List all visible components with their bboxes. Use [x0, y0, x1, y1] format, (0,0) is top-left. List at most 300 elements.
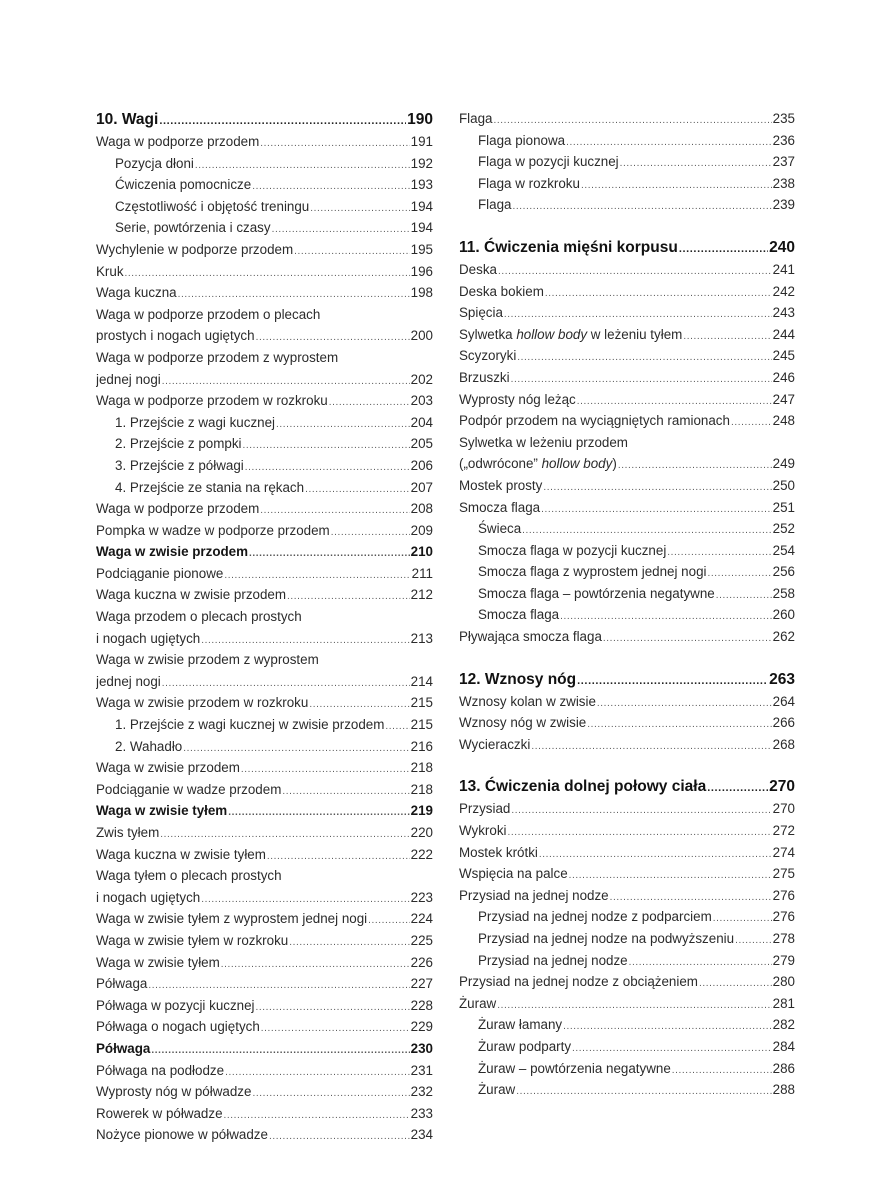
dot-leader [699, 973, 772, 993]
dot-leader [261, 1018, 410, 1038]
toc-entry[interactable] [459, 410, 795, 432]
toc-entry-title: Smocza flaga [459, 499, 541, 515]
toc-entry-wrapped-line[interactable] [96, 865, 433, 887]
toc-subentry[interactable] [96, 412, 433, 434]
toc-entry-title: 11. Ćwiczenia mięśni korpusu [459, 238, 678, 256]
toc-subentry[interactable] [459, 561, 795, 583]
dot-leader [162, 673, 410, 693]
toc-page-number: 288 [772, 1082, 795, 1098]
toc-entry[interactable] [459, 497, 795, 519]
toc-page-number: 202 [410, 371, 433, 387]
dot-leader [224, 565, 410, 585]
toc-subentry[interactable] [459, 906, 795, 928]
toc-page-number: 215 [410, 717, 433, 733]
toc-entry[interactable] [96, 1103, 433, 1125]
dot-leader [309, 694, 409, 714]
toc-page-number: 245 [772, 348, 795, 364]
toc-page-number: 250 [772, 477, 795, 493]
toc-entry-title: Zwis tyłem [96, 825, 160, 840]
toc-entry[interactable] [459, 712, 795, 734]
dot-leader [494, 110, 772, 130]
toc-chapter-heading[interactable] [459, 668, 795, 691]
toc-entry-title: Półwaga o nogach ugiętych [96, 1019, 260, 1035]
toc-page-number: 192 [410, 155, 433, 171]
dot-leader [256, 997, 410, 1017]
toc-entry-title: 12. Wznosy nóg [459, 670, 577, 688]
toc-page-number: 270 [769, 778, 795, 796]
toc-entry[interactable] [96, 563, 433, 585]
toc-entry[interactable] [459, 820, 795, 842]
toc-entry[interactable] [459, 108, 795, 130]
dot-leader [183, 738, 409, 758]
dot-leader [260, 500, 409, 520]
toc-entry[interactable] [96, 671, 433, 693]
toc-entry[interactable] [459, 324, 795, 346]
dot-leader [545, 283, 772, 303]
dot-leader [272, 219, 410, 239]
toc-entry-title: Ćwiczenia pomocnicze [115, 177, 252, 193]
toc-page-number: 218 [410, 781, 433, 797]
toc-page-number: 251 [772, 499, 795, 515]
toc-entry-title: Wspięcia na palce [459, 866, 568, 882]
toc-page-number: 214 [410, 673, 433, 689]
toc-subentry[interactable] [96, 455, 433, 477]
toc-subentry[interactable] [459, 1036, 795, 1058]
toc-entry-title: prostych i nogach ugiętych [96, 328, 255, 344]
toc-entry[interactable] [459, 842, 795, 864]
toc-entry-title: Rowerek w półwadze [96, 1105, 223, 1121]
toc-page-number: 213 [410, 630, 433, 646]
toc-entry-wrapped-line[interactable] [96, 649, 433, 671]
toc-subentry[interactable] [459, 173, 795, 195]
toc-subentry[interactable] [96, 217, 433, 239]
toc-entry-title: Spięcia [459, 305, 503, 321]
toc-entry-title: Wykroki [459, 823, 507, 839]
dot-leader [125, 263, 410, 283]
toc-page-number: 276 [772, 887, 795, 903]
toc-subentry[interactable] [459, 950, 795, 972]
toc-entry-title: jednej nogi [96, 673, 161, 689]
toc-entry-title: („odwrócone” hollow body) [459, 456, 617, 472]
toc-entry[interactable] [459, 453, 795, 475]
toc-page-number: 274 [772, 844, 795, 860]
toc-entry-title: Podciąganie pionowe [96, 565, 224, 581]
toc-page-number: 242 [772, 283, 795, 299]
toc-page-number: 227 [410, 976, 433, 992]
toc-entry-title: Pompka w wadze w podporze przodem [96, 522, 330, 538]
toc-subentry[interactable] [96, 433, 433, 455]
toc-section-entry[interactable] [96, 800, 433, 822]
toc-page-number: 209 [410, 522, 433, 538]
toc-entry[interactable] [96, 973, 433, 995]
toc-entry-title: Mostek prosty [459, 477, 543, 493]
dot-leader [620, 153, 772, 173]
toc-entry[interactable] [96, 1060, 433, 1082]
toc-entry[interactable] [96, 779, 433, 801]
dot-leader [267, 846, 410, 866]
dot-leader [243, 435, 410, 455]
toc-entry[interactable] [96, 261, 433, 283]
toc-entry-title: Smocza flaga – powtórzenia negatywne [478, 585, 715, 601]
dot-leader [305, 479, 410, 499]
toc-entry-title: Flaga w pozycji kucznej [478, 154, 619, 170]
dot-leader [224, 1105, 410, 1125]
toc-page-number: 241 [772, 261, 795, 277]
toc-entry-title: Półwaga [96, 976, 148, 992]
toc-page-number: 284 [772, 1038, 795, 1054]
toc-section-entry[interactable] [96, 1038, 433, 1060]
toc-entry-title: Podciąganie w wadze przodem [96, 781, 282, 797]
toc-entry-title: Przysiad na jednej nodze [478, 952, 628, 968]
toc-entry-title: Waga w zwisie przodem [96, 544, 249, 560]
toc-entry-title: Waga tyłem o plecach prostych [96, 868, 282, 884]
toc-entry-title: Flaga pionowa [478, 132, 566, 148]
dot-leader [178, 284, 410, 304]
dot-leader [629, 952, 772, 972]
toc-entry[interactable] [96, 692, 433, 714]
toc-subentry[interactable] [96, 477, 433, 499]
toc-page-number: 215 [410, 695, 433, 711]
toc-page-number: 276 [772, 909, 795, 925]
toc-entry-title: Flaga [478, 197, 512, 213]
toc-entry[interactable] [96, 369, 433, 391]
toc-entry-title: Żuraw – powtórzenia negatywne [478, 1060, 671, 1076]
toc-page-number: 191 [410, 134, 433, 149]
toc-entry-title: Waga kuczna [96, 285, 177, 301]
toc-page-number: 279 [772, 952, 795, 968]
toc-page-number: 282 [772, 1017, 795, 1033]
toc-page-number: 231 [410, 1062, 433, 1078]
toc-entry[interactable] [459, 475, 795, 497]
dot-leader [385, 716, 409, 736]
toc-entry-title: Waga w podporze przodem [96, 134, 260, 149]
toc-page-number: 266 [772, 715, 795, 731]
toc-entry-title: Podpór przodem na wyciągniętych ramionach [459, 413, 730, 429]
toc-entry-title: Wznosy kolan w zwisie [459, 693, 596, 709]
toc-entry[interactable] [459, 345, 795, 367]
toc-entry-title: Żuraw [478, 1082, 516, 1098]
dot-leader [517, 347, 771, 367]
toc-entry[interactable] [459, 734, 795, 756]
toc-entry[interactable] [96, 520, 433, 542]
toc-page-number: 236 [772, 132, 795, 148]
toc-entry-title: Waga w zwisie tyłem w rozkroku [96, 932, 289, 948]
toc-entry-title: Deska [459, 261, 497, 277]
toc-entry[interactable] [96, 930, 433, 952]
toc-page-number: 270 [772, 801, 795, 817]
toc-entry-title: 10. Wagi [96, 111, 159, 128]
dot-leader [531, 736, 771, 756]
toc-entry[interactable] [96, 325, 433, 347]
toc-entry-title: i nogach ugiętych [96, 630, 201, 646]
toc-entry-title: Wyprosty nóg w półwadze [96, 1084, 252, 1100]
toc-entry-title: Flaga w rozkroku [478, 175, 580, 191]
toc-entry[interactable] [96, 822, 433, 844]
toc-chapter-heading[interactable] [96, 108, 433, 131]
toc-entry-title: Żuraw łamany [478, 1017, 563, 1033]
toc-entry[interactable] [96, 239, 433, 261]
toc-page-number: 235 [772, 111, 795, 126]
dot-leader [228, 802, 409, 822]
toc-subentry[interactable] [459, 1058, 795, 1080]
toc-entry[interactable] [459, 863, 795, 885]
toc-subentry[interactable] [96, 736, 433, 758]
toc-subentry[interactable] [459, 1079, 795, 1101]
dot-leader [241, 759, 410, 779]
toc-entry-title: Waga w zwisie przodem w rozkroku [96, 695, 309, 711]
dot-leader [504, 304, 772, 324]
section-gap [459, 755, 795, 775]
toc-chapter-heading[interactable] [459, 775, 795, 798]
dot-leader [159, 110, 406, 131]
dot-leader [566, 132, 772, 152]
toc-subentry[interactable] [459, 151, 795, 173]
toc-entry-title: Sylwetka hollow body w leżeniu tyłem [459, 326, 683, 342]
toc-subentry[interactable] [459, 194, 795, 216]
toc-page-number: 225 [410, 932, 433, 948]
toc-page-number: 239 [772, 197, 795, 213]
toc-entry-title: Waga w podporze przodem [96, 501, 260, 517]
dot-leader [276, 414, 410, 434]
toc-entry[interactable] [459, 389, 795, 411]
toc-page-number: 243 [772, 305, 795, 321]
toc-page-number: 206 [410, 457, 433, 473]
toc-entry[interactable] [459, 302, 795, 324]
toc-entry-wrapped-line[interactable] [96, 304, 433, 326]
toc-entry-wrapped-line[interactable] [96, 606, 433, 628]
toc-entry-title: Przysiad na jednej nodze [459, 887, 609, 903]
toc-page-number: 262 [772, 629, 795, 645]
toc-entry-title: Żuraw [459, 995, 497, 1011]
dot-leader [282, 781, 409, 801]
toc-page-number: 218 [410, 760, 433, 776]
toc-left-column [96, 108, 433, 1146]
toc-page-number: 281 [772, 995, 795, 1011]
toc-page-number: 256 [772, 564, 795, 580]
toc-entry-wrapped-line[interactable] [96, 347, 433, 369]
toc-entry[interactable] [96, 1016, 433, 1038]
toc-entry[interactable] [96, 390, 433, 412]
toc-page-number: 233 [410, 1105, 433, 1121]
toc-entry[interactable] [96, 584, 433, 606]
toc-entry-title: Waga kuczna w zwisie przodem [96, 587, 287, 603]
toc-page-number: 224 [410, 911, 433, 927]
toc-entry-title: Waga w podporze przodem z wyprostem [96, 349, 339, 365]
toc-page-number: 216 [410, 738, 433, 754]
toc-page-number: 230 [410, 1040, 433, 1056]
toc-entry-title: Wycieraczki [459, 736, 531, 752]
toc-entry[interactable] [459, 885, 795, 907]
toc-page-number: 254 [772, 542, 795, 558]
dot-leader [672, 1060, 772, 1080]
toc-entry-title: Pływająca smocza flaga [459, 629, 602, 645]
dot-leader [160, 824, 409, 844]
toc-page-number: 272 [772, 823, 795, 839]
toc-page-number: 247 [772, 391, 795, 407]
dot-leader [707, 777, 768, 798]
toc-subentry[interactable] [96, 196, 433, 218]
toc-entry-title: Smocza flaga z wyprostem jednej nogi [478, 564, 707, 580]
toc-entry-title: 2. Wahadło [115, 738, 183, 754]
toc-entry-title: Przysiad na jednej nodze z podparciem [478, 909, 712, 925]
dot-leader [201, 889, 409, 909]
toc-page-number: 205 [410, 436, 433, 452]
toc-page-number: 244 [772, 326, 795, 342]
toc-entry-title: Deska bokiem [459, 283, 544, 299]
toc-page-number: 228 [410, 997, 433, 1013]
dot-leader [162, 371, 410, 391]
toc-page-number: 194 [410, 198, 433, 214]
section-gap [459, 648, 795, 668]
toc-entry-title: Pozycja dłoni [115, 155, 194, 171]
toc-entry-title: Waga w podporze przodem o plecach [96, 306, 321, 322]
dot-leader [513, 196, 772, 216]
dot-leader [151, 1040, 409, 1060]
dot-leader [713, 908, 772, 928]
dot-leader [497, 995, 771, 1015]
toc-subentry[interactable] [459, 518, 795, 540]
dot-leader [708, 563, 772, 583]
dot-leader [331, 522, 410, 542]
dot-leader [679, 238, 768, 259]
toc-page-number: 204 [410, 414, 433, 430]
toc-entry[interactable] [459, 281, 795, 303]
toc-subentry[interactable] [96, 153, 433, 175]
toc-entry-title: Żuraw podparty [478, 1038, 572, 1054]
toc-page-number: 211 [411, 565, 433, 581]
toc-entry-title: i nogach ugiętych [96, 889, 201, 905]
toc-subentry[interactable] [459, 130, 795, 152]
toc-entry[interactable] [459, 798, 795, 820]
toc-entry[interactable] [96, 887, 433, 909]
toc-chapter-heading[interactable] [459, 236, 795, 259]
toc-page-number: 198 [410, 285, 433, 301]
toc-right-column [459, 108, 795, 1101]
toc-subentry[interactable] [96, 714, 433, 736]
toc-entry-title: Mostek krótki [459, 844, 538, 860]
toc-entry[interactable] [459, 691, 795, 713]
dot-leader [252, 1083, 409, 1103]
toc-entry-title: 3. Przejście z półwagi [115, 457, 244, 473]
dot-leader [597, 693, 772, 713]
dot-leader [221, 954, 410, 974]
toc-entry[interactable] [96, 131, 433, 153]
toc-page-number: 193 [410, 177, 433, 193]
dot-leader [148, 975, 409, 995]
dot-leader [310, 198, 409, 218]
toc-page-number: 248 [772, 413, 795, 429]
toc-page-number: 258 [772, 585, 795, 601]
toc-entry-title: Kruk [96, 263, 124, 279]
toc-entry[interactable] [96, 908, 433, 930]
toc-entry-title: 13. Ćwiczenia dolnej połowy ciała [459, 778, 707, 796]
toc-subentry[interactable] [459, 604, 795, 626]
toc-entry[interactable] [96, 498, 433, 520]
toc-page-number: 195 [410, 241, 433, 257]
toc-entry-wrapped-line[interactable] [459, 432, 795, 454]
toc-entry[interactable] [96, 995, 433, 1017]
toc-page-number: 212 [410, 587, 433, 603]
toc-entry-title: Półwaga [96, 1040, 151, 1056]
toc-page-number: 275 [772, 866, 795, 882]
toc-page-number: 210 [410, 544, 433, 560]
toc-page-number: 190 [407, 111, 433, 128]
toc-entry-title: jednej nogi [96, 371, 161, 387]
toc-page-number: 240 [769, 238, 795, 256]
toc-entry-title: Wychylenie w podporze przodem [96, 241, 294, 257]
toc-page-number: 208 [410, 501, 433, 517]
toc-entry-title: 4. Przejście ze stania na rękach [115, 479, 305, 495]
toc-entry-title: Przysiad [459, 801, 511, 817]
toc-page-number: 196 [410, 263, 433, 279]
toc-entry[interactable] [459, 259, 795, 281]
toc-entry-title: Waga przodem o plecach prostych [96, 609, 302, 625]
dot-leader [541, 499, 772, 519]
toc-subentry[interactable] [459, 1014, 795, 1036]
dot-leader [252, 176, 409, 196]
toc-entry[interactable] [96, 628, 433, 650]
toc-subentry[interactable] [96, 174, 433, 196]
toc-entry[interactable] [459, 971, 795, 993]
dot-leader [522, 520, 771, 540]
toc-entry-title: Flaga [459, 111, 493, 126]
dot-leader [731, 412, 772, 432]
toc-subentry[interactable] [459, 928, 795, 950]
dot-leader [287, 586, 410, 606]
dot-leader [539, 844, 772, 864]
toc-entry[interactable] [96, 1124, 433, 1146]
dot-leader [569, 865, 772, 885]
toc-entry[interactable] [96, 1081, 433, 1103]
toc-entry-title: Półwaga w pozycji kucznej [96, 997, 255, 1013]
dot-leader [667, 542, 771, 562]
toc-entry-title: Smocza flaga w pozycji kucznej [478, 542, 667, 558]
toc-page-number: 222 [410, 846, 433, 862]
toc-page-number: 280 [772, 974, 795, 990]
dot-leader [581, 175, 772, 195]
dot-leader [603, 628, 772, 648]
toc-entry[interactable] [96, 844, 433, 866]
toc-entry[interactable] [459, 993, 795, 1015]
toc-page-number: 264 [772, 693, 795, 709]
toc-subentry[interactable] [459, 540, 795, 562]
dot-leader [577, 391, 772, 411]
dot-leader [563, 1016, 772, 1036]
dot-leader [587, 714, 771, 734]
toc-entry-title: Waga kuczna w zwisie tyłem [96, 846, 266, 862]
dot-leader [516, 1081, 771, 1101]
toc-entry-title: Półwaga na podłodze [96, 1062, 225, 1078]
dot-leader [256, 327, 410, 347]
toc-entry-title: Brzuszki [459, 369, 510, 385]
dot-leader [294, 241, 410, 261]
toc-entry[interactable] [459, 367, 795, 389]
toc-entry[interactable] [96, 952, 433, 974]
toc-entry-title: Scyzoryki [459, 348, 517, 364]
toc-page-number: 237 [772, 154, 795, 170]
toc-entry[interactable] [96, 757, 433, 779]
dot-leader [618, 455, 772, 475]
toc-subentry[interactable] [459, 583, 795, 605]
toc-entry[interactable] [96, 282, 433, 304]
toc-page-number: 200 [410, 328, 433, 344]
toc-section-entry[interactable] [96, 541, 433, 563]
dot-leader [716, 585, 772, 605]
toc-entry-title: Waga w podporze przodem w rozkroku [96, 393, 328, 409]
dot-leader [508, 822, 772, 842]
toc-page-number: 219 [410, 803, 433, 819]
toc-entry[interactable] [459, 626, 795, 648]
